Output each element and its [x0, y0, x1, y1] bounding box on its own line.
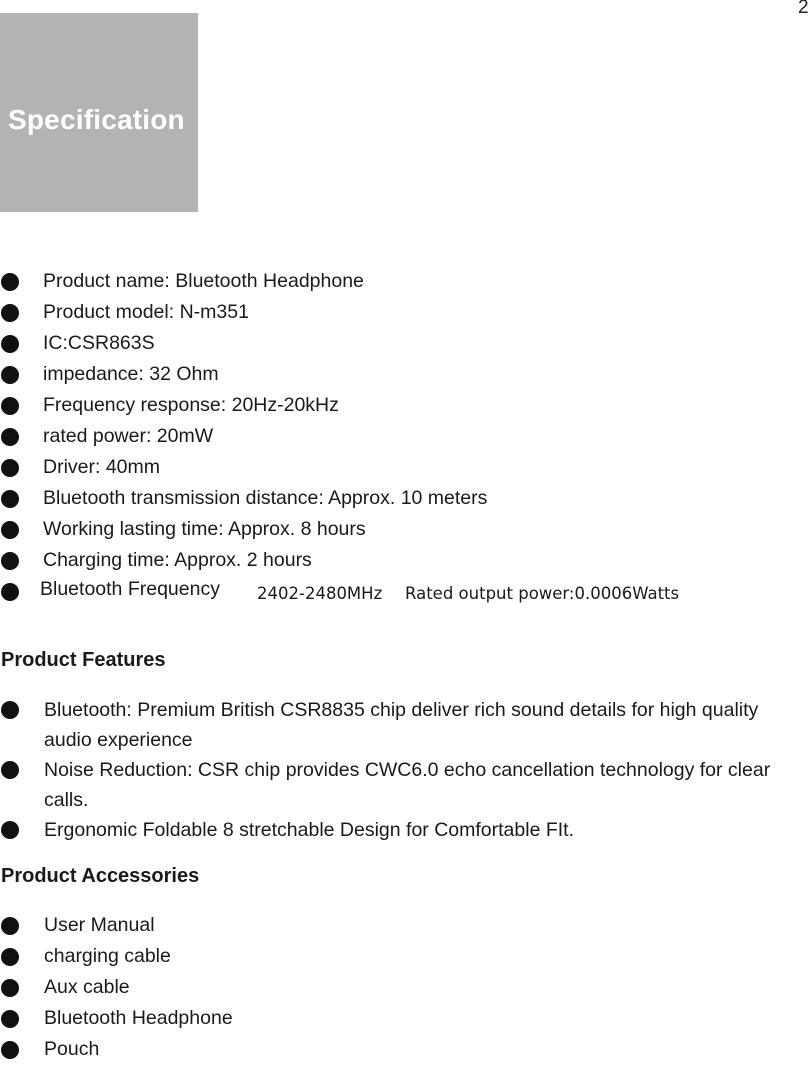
feature-item-text: Bluetooth: Premium British CSR8835 chip deliver rich sound details for high quality audio experience: [44, 699, 759, 751]
list-item: [0, 545, 810, 576]
feature-item-text: Noise Reduction: CSR chip provides CWC6.0 echo cancellation technology for clear calls.: [44, 759, 771, 811]
feature-item-text: Ergonomic Foldable 8 stretchable Design for Comfortable FIt.: [44, 819, 574, 841]
bullet-icon: [1, 521, 19, 539]
list-item: [0, 1003, 810, 1034]
accessory-item-text: Bluetooth Headphone: [44, 1007, 233, 1029]
bullet-icon: [1, 701, 19, 719]
spec-item-text: Charging time: Approx. 2 hours: [43, 549, 312, 571]
bullet-icon: [1, 1041, 19, 1059]
bullet-icon: [1, 821, 19, 839]
bullet-icon: [1, 428, 19, 446]
list-item: [0, 910, 810, 941]
list-item: [0, 266, 810, 297]
bullet-icon: [1, 761, 19, 779]
list-item: [0, 972, 810, 1003]
bullet-icon: [1, 366, 19, 384]
spec-item-text: rated power: 20mW: [43, 425, 214, 447]
accessory-item-text: Pouch: [44, 1038, 100, 1060]
list-item: [0, 755, 810, 815]
bullet-icon: [1, 917, 19, 935]
bullet-icon: [1, 459, 19, 477]
list-item: [0, 328, 810, 359]
rated-output-power: Rated output power:0.0006Watts: [405, 584, 680, 603]
specification-title: Specification: [8, 104, 185, 135]
list-item: [0, 514, 810, 545]
bullet-icon: [1, 273, 19, 291]
specification-list: [0, 266, 810, 607]
bullet-icon: [1, 490, 19, 508]
spec-item-text: Driver: 40mm: [43, 456, 161, 478]
list-item: [0, 452, 810, 483]
product-features-heading: Product Features: [1, 649, 166, 671]
spec-item-text: Working lasting time: Approx. 8 hours: [43, 518, 366, 540]
spec-item-text: Product name: Bluetooth Headphone: [43, 270, 364, 292]
bullet-icon: [1, 304, 19, 322]
accessory-item-text: User Manual: [44, 914, 155, 936]
spec-item-text: impedance: 32 Ohm: [43, 363, 219, 385]
product-accessories-list: [0, 910, 810, 1065]
specification-banner: [0, 13, 198, 212]
product-accessories-heading: Product Accessories: [1, 865, 200, 887]
bullet-icon: [1, 948, 19, 966]
bluetooth-frequency-value: 2402-2480MHz: [257, 584, 383, 603]
bullet-icon: [1, 397, 19, 415]
list-item: [0, 1034, 810, 1065]
spec-item-text: Frequency response: 20Hz-20kHz: [43, 394, 339, 416]
list-item: [0, 815, 810, 845]
bluetooth-frequency-label: Bluetooth Frequency: [40, 578, 220, 600]
spec-item-text: Product model: N-m351: [43, 301, 249, 323]
list-item: [0, 576, 810, 607]
list-item: [0, 695, 810, 755]
bullet-icon: [1, 1010, 19, 1028]
bullet-icon: [1, 979, 19, 997]
bullet-icon: [1, 335, 19, 353]
page-number: 2: [798, 0, 809, 18]
spec-item-text: Bluetooth transmission distance: Approx. 10 meters: [43, 487, 488, 509]
list-item: [0, 297, 810, 328]
list-item: [0, 421, 810, 452]
spec-item-text: IC:CSR863S: [43, 332, 155, 354]
list-item: [0, 483, 810, 514]
accessory-item-text: charging cable: [44, 945, 171, 967]
bullet-icon: [1, 583, 19, 601]
list-item: [0, 359, 810, 390]
accessory-item-text: Aux cable: [44, 976, 130, 998]
list-item: [0, 390, 810, 421]
list-item: [0, 941, 810, 972]
bullet-icon: [1, 552, 19, 570]
product-features-list: [0, 695, 810, 845]
